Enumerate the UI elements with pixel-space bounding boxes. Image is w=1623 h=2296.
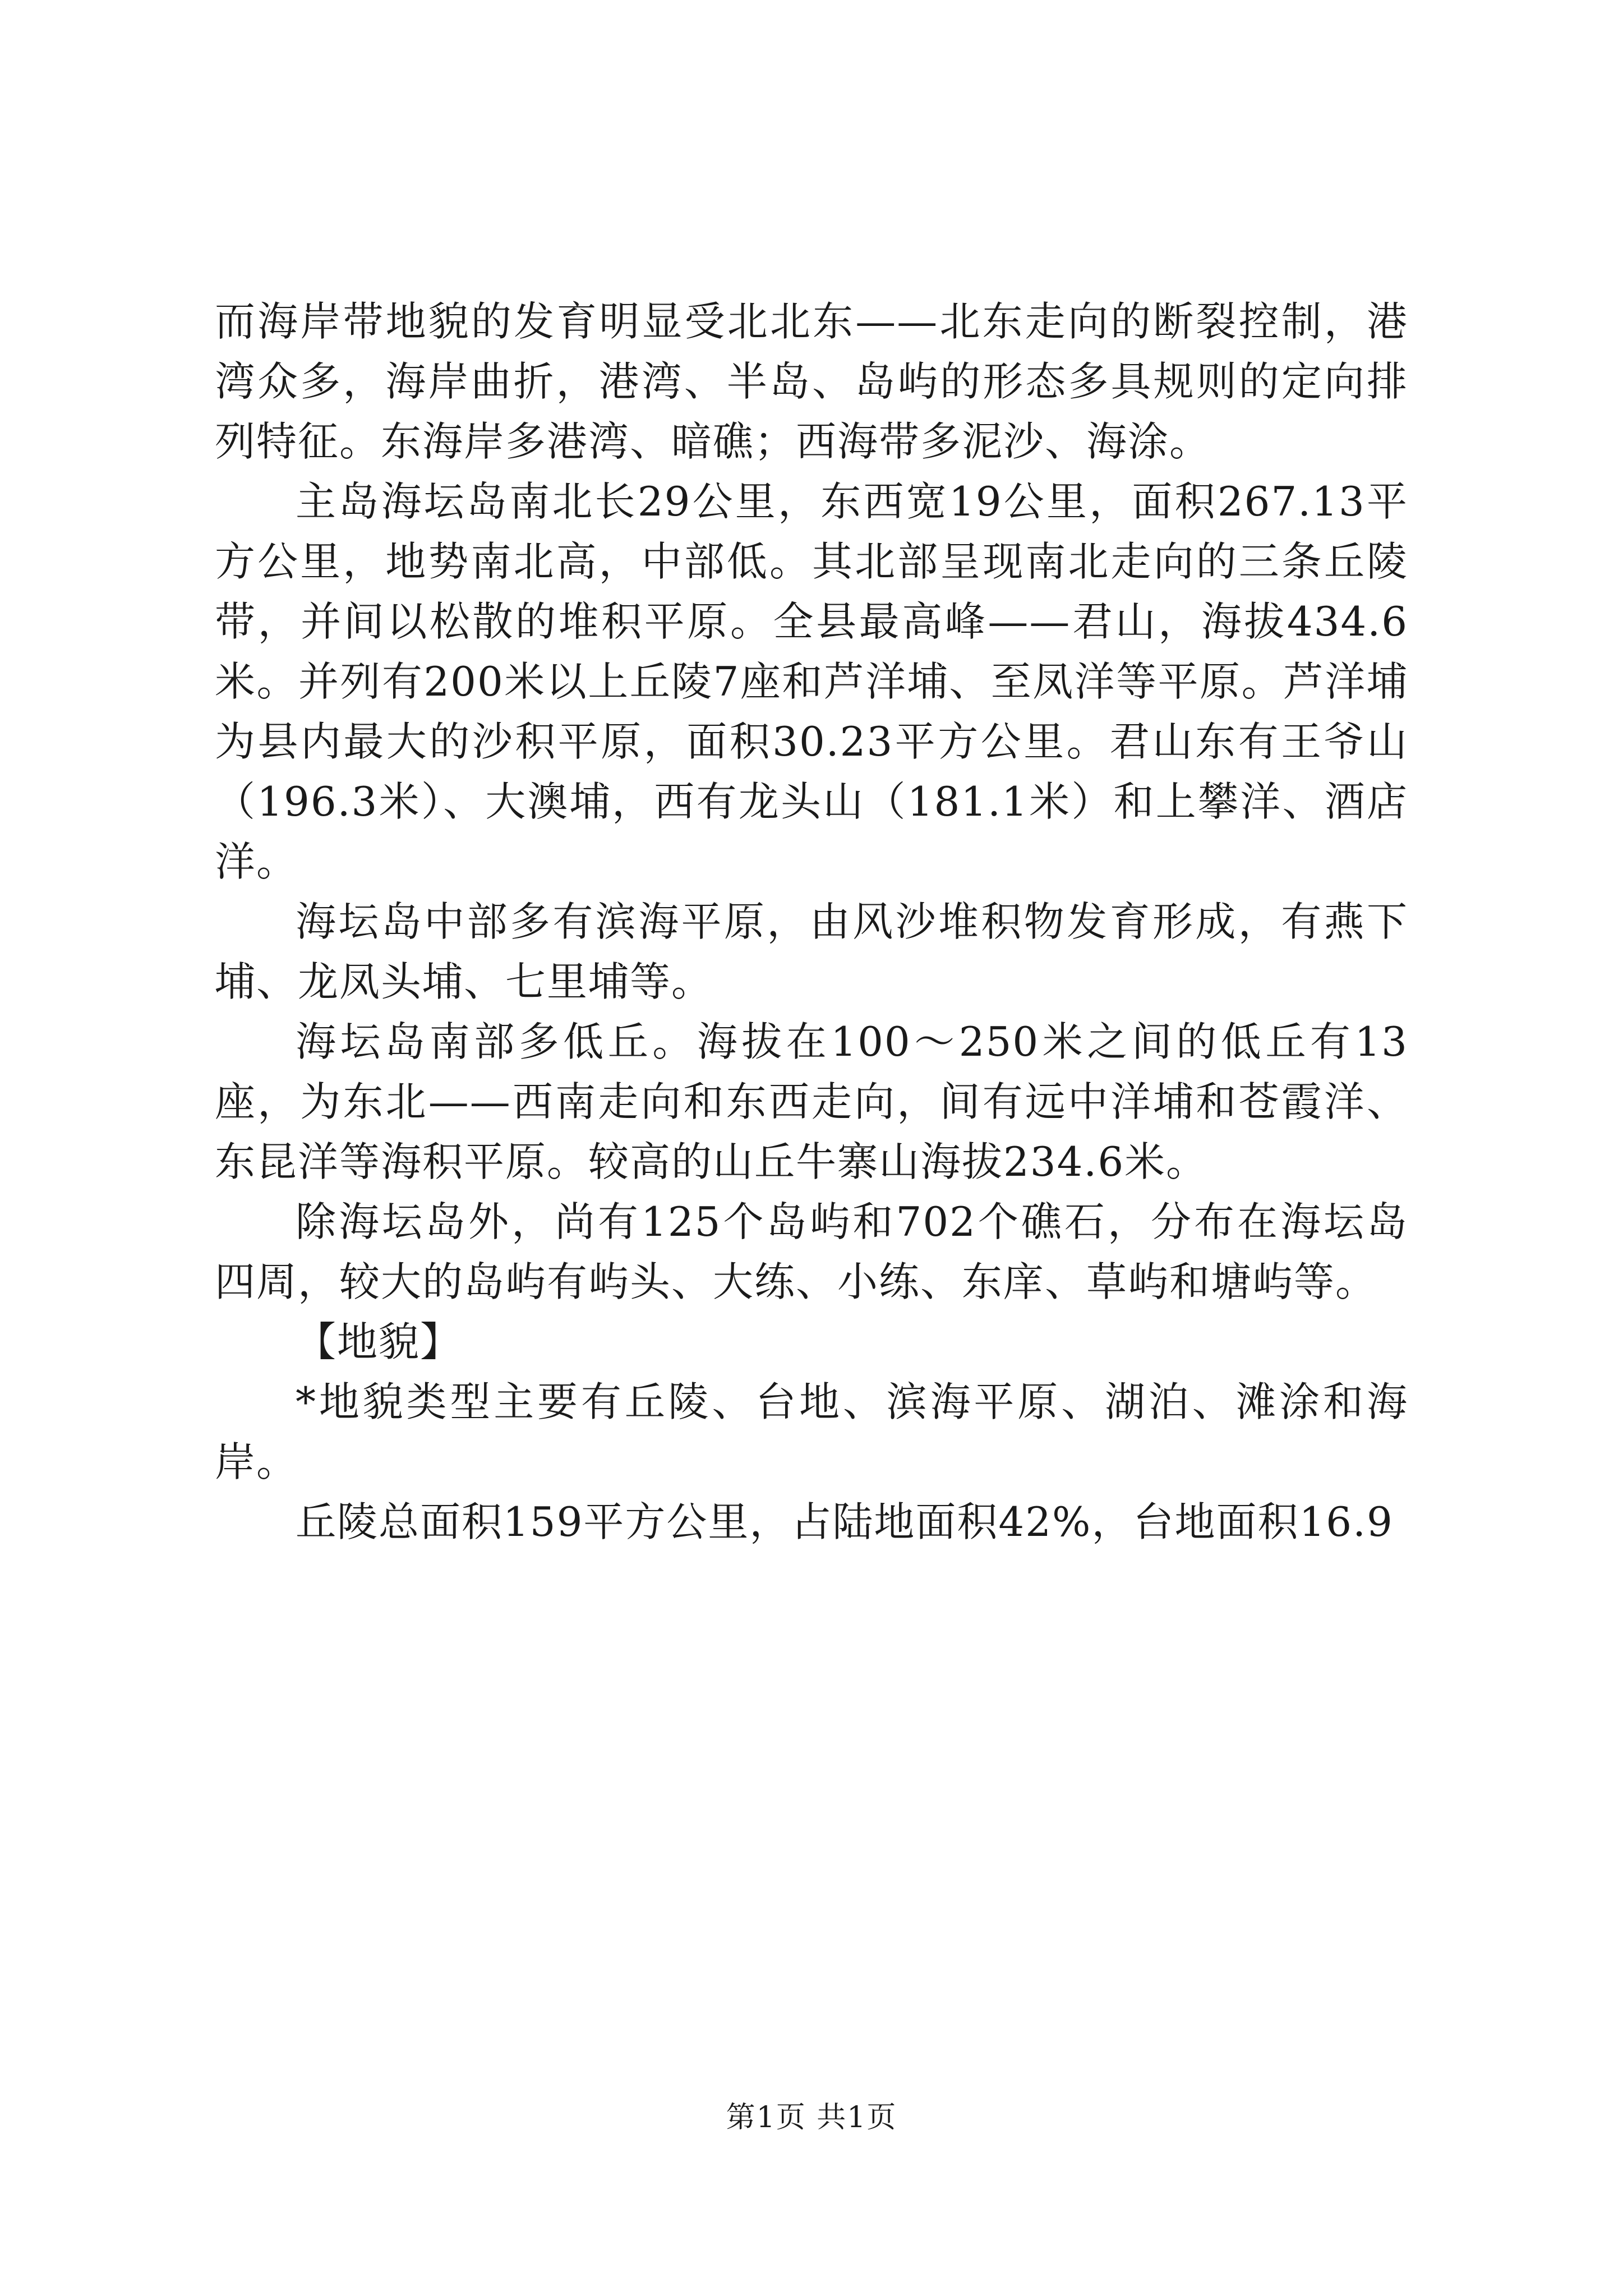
section-heading-landform: 【地貌】	[296, 1318, 462, 1365]
paragraph-islands: 除海坛岛外，尚有125个岛屿和702个礁石，分布在海坛岛四周，较大的岛屿有屿头、大练、小练、东庠、草屿和塘屿等。	[215, 1198, 1408, 1305]
paragraph-southern-hills: 海坛岛南部多低丘。海拔在100～250米之间的低丘有13座，为东北——西南走向和东西走向，间有远中洋埔和苍霞洋、东昆洋等海积平原。较高的山丘牛寨山海拔234.6米。	[215, 1018, 1408, 1185]
paragraph-landform-types: *地貌类型主要有丘陵、台地、滨海平原、湖泊、滩涂和海岸。	[215, 1378, 1408, 1485]
paragraph-central-plain: 海坛岛中部多有滨海平原，由风沙堆积物发育形成，有燕下埔、龙凤头埔、七里埔等。	[215, 898, 1408, 1005]
document-body	[215, 292, 1408, 1552]
page-footer: 第1页 共1页	[726, 2101, 897, 2134]
paragraph-coastal-landform: 而海岸带地貌的发育明显受北北东——北东走向的断裂控制，港湾众多，海岸曲折，港湾、半岛、岛屿的形态多具规则的定向排列特征。东海岸多港湾、暗礁；西海带多泥沙、海涂。	[215, 298, 1408, 465]
paragraph-hill-area: 丘陵总面积159平方公里，占陆地面积42%，台地面积16.9	[296, 1498, 1394, 1545]
paragraph-main-island: 主岛海坛岛南北长29公里，东西宽19公里，面积267.13平方公里，地势南北高，中部低。其北部呈现南北走向的三条丘陵带，并间以松散的堆积平原。全县最高峰——君山，海拔434.6米。并列有200米以上丘陵7座和芦洋埔、至凤洋等平原。芦洋埔为县内最大的沙积平原，面积30.23平方公里。君山东有王爷山（196.3米）、大澳埔，西有龙头山（181.1米）和上攀洋、酒店洋。	[215, 478, 1408, 885]
